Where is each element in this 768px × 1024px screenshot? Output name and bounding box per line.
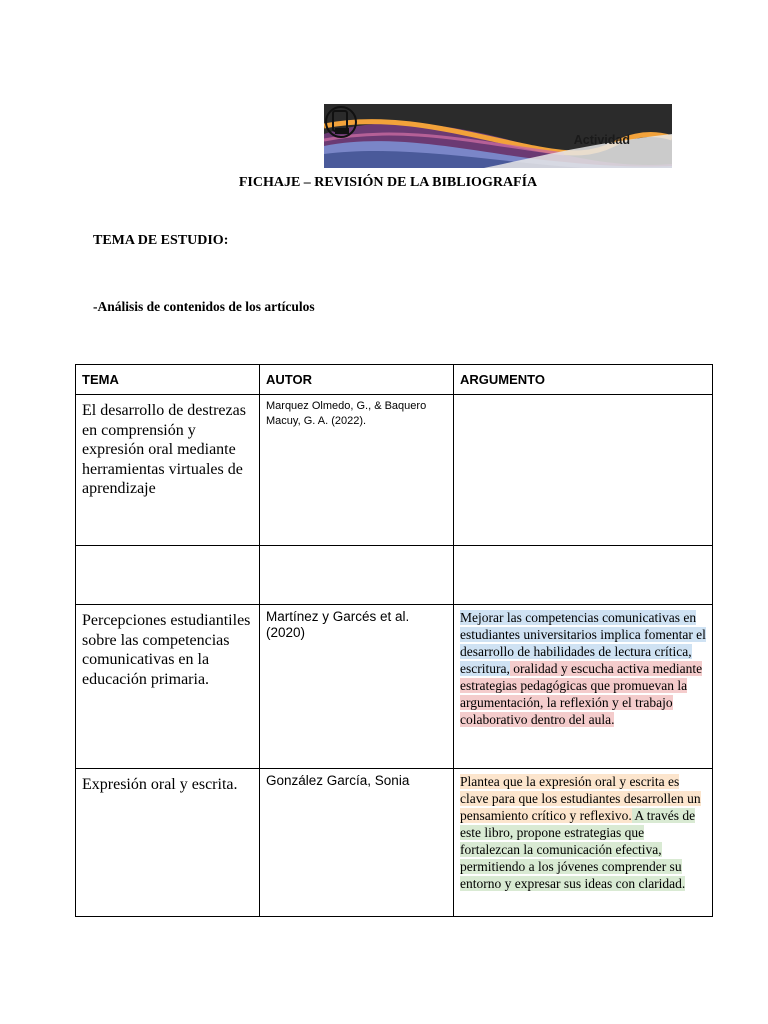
column-header-tema: TEMA <box>76 365 260 395</box>
column-header-argumento: ARGUMENTO <box>454 365 713 395</box>
bibliography-table <box>75 364 713 917</box>
table-row <box>76 395 713 546</box>
argumento-cell <box>454 546 713 605</box>
table-header-row <box>76 365 713 395</box>
tema-de-estudio-label: TEMA DE ESTUDIO: <box>93 233 229 248</box>
table-row <box>76 546 713 605</box>
highlight-red: oralidad y escucha activa mediante estrategias pedagógicas que promuevan la argumentación, la reflexión y el trabajo colaborativo dentro del aula. <box>460 661 703 727</box>
autor-cell: González García, Sonia <box>260 769 454 917</box>
document-title: FICHAJE – REVISIÓN DE LA BIBLIOGRAFÍA <box>238 175 538 190</box>
column-header-autor: AUTOR <box>260 365 454 395</box>
highlight-orange: Plantea que la expresión oral y escrita es clave para que los estudiantes desarrollen un pensamiento crítico y reflexivo. <box>460 774 701 823</box>
analysis-label: -Análisis de contenidos de los artículos <box>93 299 315 314</box>
table-row <box>76 769 713 917</box>
argumento-cell <box>454 605 713 769</box>
tema-cell: Expresión oral y escrita. <box>76 769 260 917</box>
tema-cell <box>76 546 260 605</box>
tema-cell: El desarrollo de destrezas en comprensión y expresión oral mediante herramientas virtuales de aprendizaje <box>76 395 260 546</box>
autor-cell <box>260 546 454 605</box>
highlight-blue: Mejorar las competencias comunicativas en estudiantes universitarios implica fomentar el desarrollo de habilidades de lectura crítica, escritura, <box>460 610 706 676</box>
banner-label: Actividad <box>573 133 630 147</box>
autor-cell: Martínez y Garcés et al.(2020) <box>260 605 454 769</box>
argumento-cell <box>454 769 713 917</box>
tablet-icon <box>324 104 358 140</box>
activity-banner <box>324 104 672 168</box>
tema-cell: Percepciones estudiantiles sobre las competencias comunicativas en la educación primaria. <box>76 605 260 769</box>
highlight-green: A través de este libro, propone estrategias que fortalezcan la comunicación efectiva, permitiendo a los jóvenes comprender su entorno y expresar sus ideas con claridad. <box>460 808 696 891</box>
argumento-cell <box>454 395 713 546</box>
table-row <box>76 605 713 769</box>
autor-cell: Marquez Olmedo, G., & Baquero Macuy, G. A. (2022). <box>260 395 454 546</box>
